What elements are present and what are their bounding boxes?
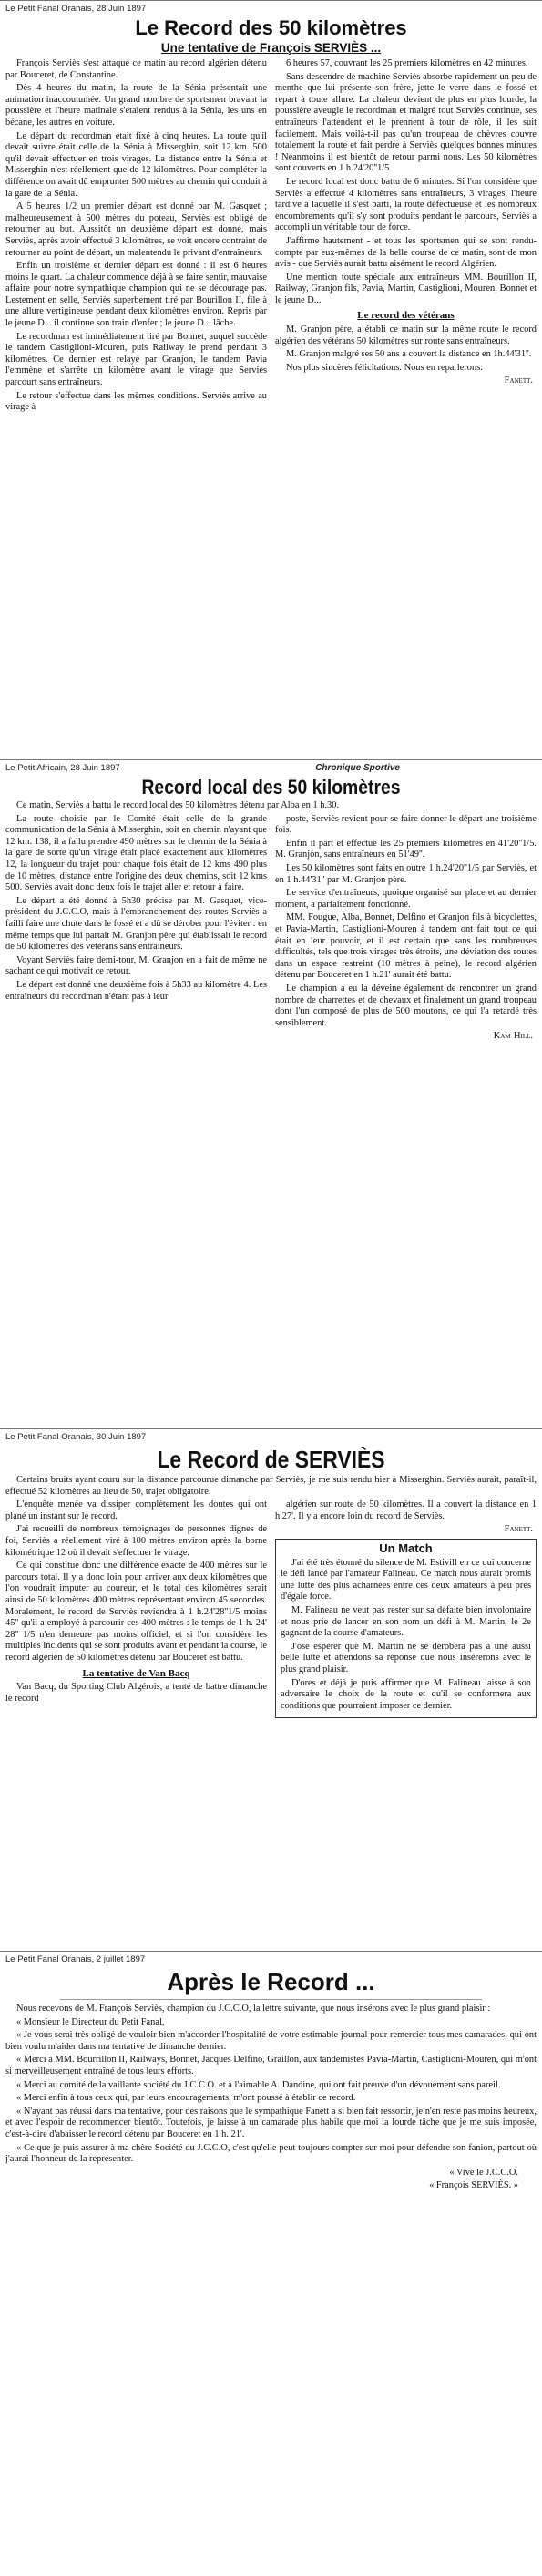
author-signature: Kam-Hill. <box>493 1031 533 1042</box>
paragraph: J'ai recueilli de nombreux témoignages de personnes dignes de foi, Serviès a réellement viré à 100 mètres environ après la borne kilométrique 12 où il devait s'effectuer le virage. <box>5 1524 267 1558</box>
left-column <box>5 814 267 1043</box>
intro <box>5 1475 537 1498</box>
subtitle: Une tentative de François SERVIÈS ... <box>160 41 382 55</box>
divider <box>60 1999 482 2000</box>
paragraph: Le record local est donc battu de 6 minutes. Si l'on considère que Serviès a effectué 4 kilomètres sans entraîneurs, 3 virages, l'heure tardive à laquelle il s'est parti, la route défectueuse et les nombreux encombrements qu'il s'y sont produits pendant le parcours, Serviès a accompli un véritable tour de force. <box>275 176 537 233</box>
clipping-source <box>5 1432 537 1442</box>
match-box <box>275 1539 537 1718</box>
paragraph: A 5 heures 1/2 un premier départ est donné par M. Gasquet ; malheureusement à 500 mètres du poteau, Serviès est obligé de retourner au but. Aussitôt un deuxième départ est donné, mais Serviès, après avoir effectué 3 kilomètres, se voit encore contraint de retourner au point de départ, un malentendu le privant d'entraîneurs. <box>5 201 267 258</box>
paragraph: Les 50 kilomètres sont faits en outre 1 h.24'20''1/5 par Serviès, et en 1 h.44'31'' par M. Granjon père. <box>275 862 537 885</box>
section-heading-veterans: Le record des vétérans <box>357 310 455 322</box>
source-label: Le Petit Fanal Oranais, 28 Juin 1897 <box>5 4 147 14</box>
letter-body <box>5 2004 537 2166</box>
paragraph: Le départ est donné une deuxième fois à 5h33 au kilomètre 4. Les entraîneurs du recordman n'étant pas à leur <box>5 979 267 1002</box>
paragraph: « Merci au comité de la vaillante société du J.C.C.O. et à l'aimable A. Dandine, qui ont fait preuve d'un dévouement sans pareil. <box>16 2079 501 2090</box>
paragraph: « Merci enfin à tous ceux qui, par leurs encouragements, m'ont poussé à établir ce record. <box>16 2093 356 2104</box>
intro <box>5 800 537 812</box>
paragraph: Le recordman est immédiatement tiré par Bonnet, auquel succède le tandem Castiglioni-Mouren, puis Railway le prend pendant 3 kilomètres. Ce dernier est relayé par Granjon, le tandem Pavia l'emmène et s'arrête un kilomètre avant le virage que Serviès parcourt sans entraîneurs. <box>5 331 267 388</box>
clipping-petit-fanal-30-juin <box>0 1428 542 1951</box>
section-heading-van-bacq: La tentative de Van Bacq <box>82 1667 190 1679</box>
paragraph: Ce qui constitue donc une différence exacte de 400 mètres sur le parcours total. Il y a donc loin pour arriver aux deux kilomètres que l'on voudrait imputer au coureur, et le total des kilomètres serait ainsi de 50 kilomètres 400 mètres représentant environ 45 secondes. Moralement, le record de Serviès reviendra à 1 h.24'28''1/5 moins 45'' qu'il a employé à parcourir ces 400 mètres : le temps de 1 h. 24' 28'' 1/5 n'en demeure pas moins officiel, et si l'on considère les multiples incidents qui se sont produits avant et pendant la course, le record algérien de 50 kilomètres détenu par Bouceret est battu. <box>5 1561 267 1663</box>
clipping-petit-fanal-28-juin <box>0 0 542 759</box>
clipping-source <box>5 4 537 14</box>
paragraph: D'ores et déjà je puis affirmer que M. Falineau laisse à son adversaire le choix de la route et qu'il se conformera aux conditions que pourraient imposer ce dernier. <box>281 1677 531 1711</box>
paragraph: Voyant Serviès faire demi-tour, M. Granjon en a fait de même ne sachant ce qui motivait ce retour. <box>5 954 267 977</box>
paragraph: Le champion a eu la déveine également de rencontrer un grand nombre de charrettes et de chevaux et finalement un grand troupeau dont l'un composé de plus de 500 moutons, ce qui l'a retardé très sensiblement. <box>275 983 537 1028</box>
article-columns <box>5 58 537 416</box>
paragraph: Nous recevons de M. François Serviès, champion du J.C.C.O, la lettre suivante, que nous insérons avec le plus grand plaisir : <box>16 2004 491 2014</box>
paragraph: J'ai été très étonné du silence de M. Estivill en ce qui concerne le défi lancé par l'amateur Falineau. Ce match nous aurait promis une lutte des plus acharnées entre ces deux amateurs à peu près d'égale force. <box>281 1557 531 1602</box>
paragraph: algérien sur route de 50 kilomètres. Il a couvert la distance en 1 h.27'. Il y a encore loin du record de Serviès. <box>275 1499 537 1521</box>
paragraph: Le service d'entraîneurs, quoique organisé sur place et au dernier moment, a parfaitement fonctionné. <box>275 888 537 910</box>
paragraph: « Je vous serai très obligé de vouloir bien m'accorder l'hospitalité de votre estimable journal pour remercier tous mes camarades, qui ont bien voulu m'aider dans ma tentative de dimanche dernier. <box>5 2030 537 2052</box>
paragraph: J'ose espérer que M. Martin ne se dérobera pas à une aussi belle lutte et attendons sa réponse que nous insérerons avec le plus grand plaisir. <box>281 1641 531 1674</box>
author-signature: Fanett. <box>504 1524 533 1535</box>
intro-paragraph: Certains bruits ayant couru sur la distance parcourue dimanche par Serviès, je me suis rendu hier à Misserghin. Serviès aurait, paraît-il, effectué 52 kilomètres au lieu de 50, trajet obligatoire. <box>5 1475 537 1497</box>
right-column <box>275 814 537 1043</box>
article-columns <box>5 1499 537 1718</box>
right-column <box>275 58 537 416</box>
paragraph: poste, Serviès revient pour se faire donner le départ une troisième fois. <box>275 813 537 836</box>
paragraph: MM. Fougue, Alba, Bonnet, Delfino et Granjon fils à bicyclettes, et Pavia-Martin, Castiglioni-Mouren à tandem ont fait tout ce qui était en leur pouvoir, et il est certain que sans les nombreuses difficultés, tels que trois virages très étroits, une déviation des routes dans un espace restreint (10 mètres à peine), le record algérien détenu par Bouceret en 1 h.21' aurait été battu. <box>275 912 537 981</box>
paragraph: « N'ayant pas réussi dans ma tentative, pour des raisons que le sympathique Fanett a si bien fait ressortir, je n'en reste pas moins heureux, et avec l'espoir de recommencer bientôt. Toutefois, je laisse à un camarade plus habile que moi la lourde tâche que je me suis imposée, c'est-à-dire d'abaisser le record détenu par Bouceret en 1 h. 21'. <box>5 2106 537 2139</box>
headline: Après le Record ... <box>167 1968 375 1995</box>
paragraph: « Ce que je puis assurer à ma chère Société du J.C.C.O, c'est qu'elle peut toujours compter sur moi pour défendre son fanion, partout où j'aurai l'honneur de la représenter. <box>5 2142 537 2165</box>
author-signature: Fanett. <box>504 376 533 386</box>
paragraph: Le retour s'effectue dans les mêmes conditions. Serviès arrive au virage à <box>5 390 267 413</box>
headline: Le Record des 50 kilomètres <box>135 16 407 39</box>
closing-line: « François SERVIÈS. » <box>429 2180 518 2191</box>
paragraph: M. Falineau ne veut pas rester sur sa défaite bien involontaire et nous prie de lancer en son nom un défi à M. Martin, le 2e gagnant de la course d'amateurs. <box>281 1604 531 1639</box>
paragraph: Le départ du recordman était fixé à cinq heures. La route qu'il devait suivre était celle de la Sénia à Misserghin, soit 12 km. 500 qu'il devait effectuer en trois virages. La distance entre la Sénia et Misserghin n'est réellement que de 12 kilomètres. Pour compléter la différence on avait dû emprunter 500 mètres au chemin qui conduit à la gare de la Sénia. <box>5 130 267 199</box>
paragraph: M. Granjon père, a établi ce matin sur la même route le record algérien des vétérans 50 kilomètres sur route sans entraîneurs. <box>275 325 537 346</box>
headline: Le Record de SERVIÈS <box>157 1446 385 1473</box>
rubric-label: Chronique Sportive <box>315 763 400 773</box>
paragraph: Enfin un troisième et dernier départ est donné : il est 6 heures moins le quart. La chaleur commence déjà à se faire sentir, mauvaise affaire pour notre sympathique champion qui ne se décourage pas. Lestement en selle, Serviès superbement tiré par Bourillon II, file à une allure vertigineuse pendant deux kilomètres environ. Repris par le jeune D... il continue son train d'enfer ; le jeune D... lâche. <box>5 261 267 329</box>
paragraph: François Serviès s'est attaqué ce matin au record algérien détenu par Bouceret, de Constantine. <box>5 58 267 80</box>
paragraph: M. Granjon malgré ses 50 ans a couvert la distance en 1h.44'31''. <box>286 349 532 360</box>
left-column <box>5 58 267 416</box>
letter-closing <box>5 2168 537 2192</box>
clipping-petit-fanal-2-juillet <box>0 1951 542 2576</box>
source-label: Le Petit Fanal Oranais, 30 Juin 1897 <box>5 1432 147 1442</box>
left-column <box>5 1499 267 1718</box>
paragraph: « Monsieur le Directeur du Petit Fanal, <box>16 2016 165 2027</box>
clipping-source <box>5 763 537 773</box>
paragraph: L'enquête menée va dissiper complètement les doutes qui ont plané un instant sur le record. <box>5 1499 267 1521</box>
source-label: Le Petit Africain, 28 Juin 1897 <box>5 763 120 773</box>
paragraph: Nos plus sincères félicitations. Nous en reparlerons. <box>286 362 483 373</box>
paragraph: Le départ a été donné à 5h30 précise par M. Gasquet, vice-président du J.C.C.O, mais à l'embranchement des routes Serviès a failli faire une chute dans le fossé et a dû se dérober pour l'éviter : en même temps que lui partait M. Granjon père qui établissait le record de 50 kilomètres des vétérans sans entraîneurs. <box>5 895 267 953</box>
paragraph: « Merci à MM. Bourrillon II, Railways, Bonnet, Jacques Delfino, Graillon, aux tandemistes Pavia-Martin, Castiglioni-Mouren, qui m'ont si merveilleusement entraîné de tous leurs efforts. <box>5 2055 537 2076</box>
box-title: Un Match <box>379 1540 433 1555</box>
paragraph: La route choisie par le Comité était celle de la grande communication de la Sénia à Misserghin, soit en chemin n'ayant que 12 km. 138, il a fallu prendre 490 mètres sur le chemin de la Sénia à la gare de sorte qu'un virage était placé exactement aux kilomètres 12, la longueur du trajet pour chaque fois était de 12 kms 490 plus de 10 mètres, distance entre l'origine des deux chemins, soit 12 kms 500. Serviès avait donc deux fois le trajet aller et retour à faire. <box>5 813 267 893</box>
paragraph: 6 heures 57, couvrant les 25 premiers kilomètres en 42 minutes. <box>286 58 528 68</box>
clipping-source <box>5 1954 537 1964</box>
source-label: Le Petit Fanal Oranais, 2 juillet 1897 <box>5 1954 146 1964</box>
paragraph: Enfin il part et effectue les 25 premiers kilomètres en 41'20''1/5. M. Granjon, sans entraîneurs en 51'49''. <box>275 838 537 860</box>
paragraph: Van Bacq, du Sporting Club Algérois, a tenté de battre dimanche le record <box>5 1682 267 1704</box>
paragraph: Sans descendre de machine Serviès absorbe rapidement un peu de menthe que lui présente son frère, jette le verre dans le fossé et repart à toute allure. La chaleur devient de plus en plus lourde, la poussière aveugle le recordman et malgré tout Serviès continue, ses entraîneurs l'attendent et le prennent à tour de rôle, il les suit facilement. Mais voilà-t-il pas qu'un troupeau de chèvres couvre totalement la route et fait perdre à Serviès quelques bonnes minutes ! Néanmoins il est bientôt de retour parmi nous. Les 50 kilomètres sont couverts en 1 h.24'20''1/5 <box>275 71 537 174</box>
headline: Record local des 50 kilomètres <box>141 776 401 799</box>
intro-paragraph: Ce matin, Serviès a battu le record local des 50 kilomètres détenu par Alba en 1 h.30. <box>16 800 340 810</box>
paragraph: J'affirme hautement - et tous les sportsmen qui se sont rendu-compte par eux-mêmes de la belle course de ce matin, sont de mon avis - que Serviès aurait battu aisément le record Algérien. <box>275 235 537 270</box>
closing-line: « Vive le J.C.C.O. <box>449 2167 518 2178</box>
clipping-petit-africain-28-juin <box>0 759 542 1428</box>
article-columns <box>5 814 537 1043</box>
right-column <box>275 1499 537 1718</box>
paragraph: Une mention toute spéciale aux entraîneurs MM. Bourillon II, Railway, Granjon fils, Pavia, Martin, Castiglioni, Mouren, Bonnet et le jeune D... <box>275 272 537 305</box>
paragraph: Dès 4 heures du matin, la route de la Sénia présentait une animation inaccoutumée. Un grand nombre de sportsmen bravant la poussière et l'heure matinale s'étaient rendus à la Sénia, les uns en bécane, les autres en voiture. <box>5 83 267 128</box>
